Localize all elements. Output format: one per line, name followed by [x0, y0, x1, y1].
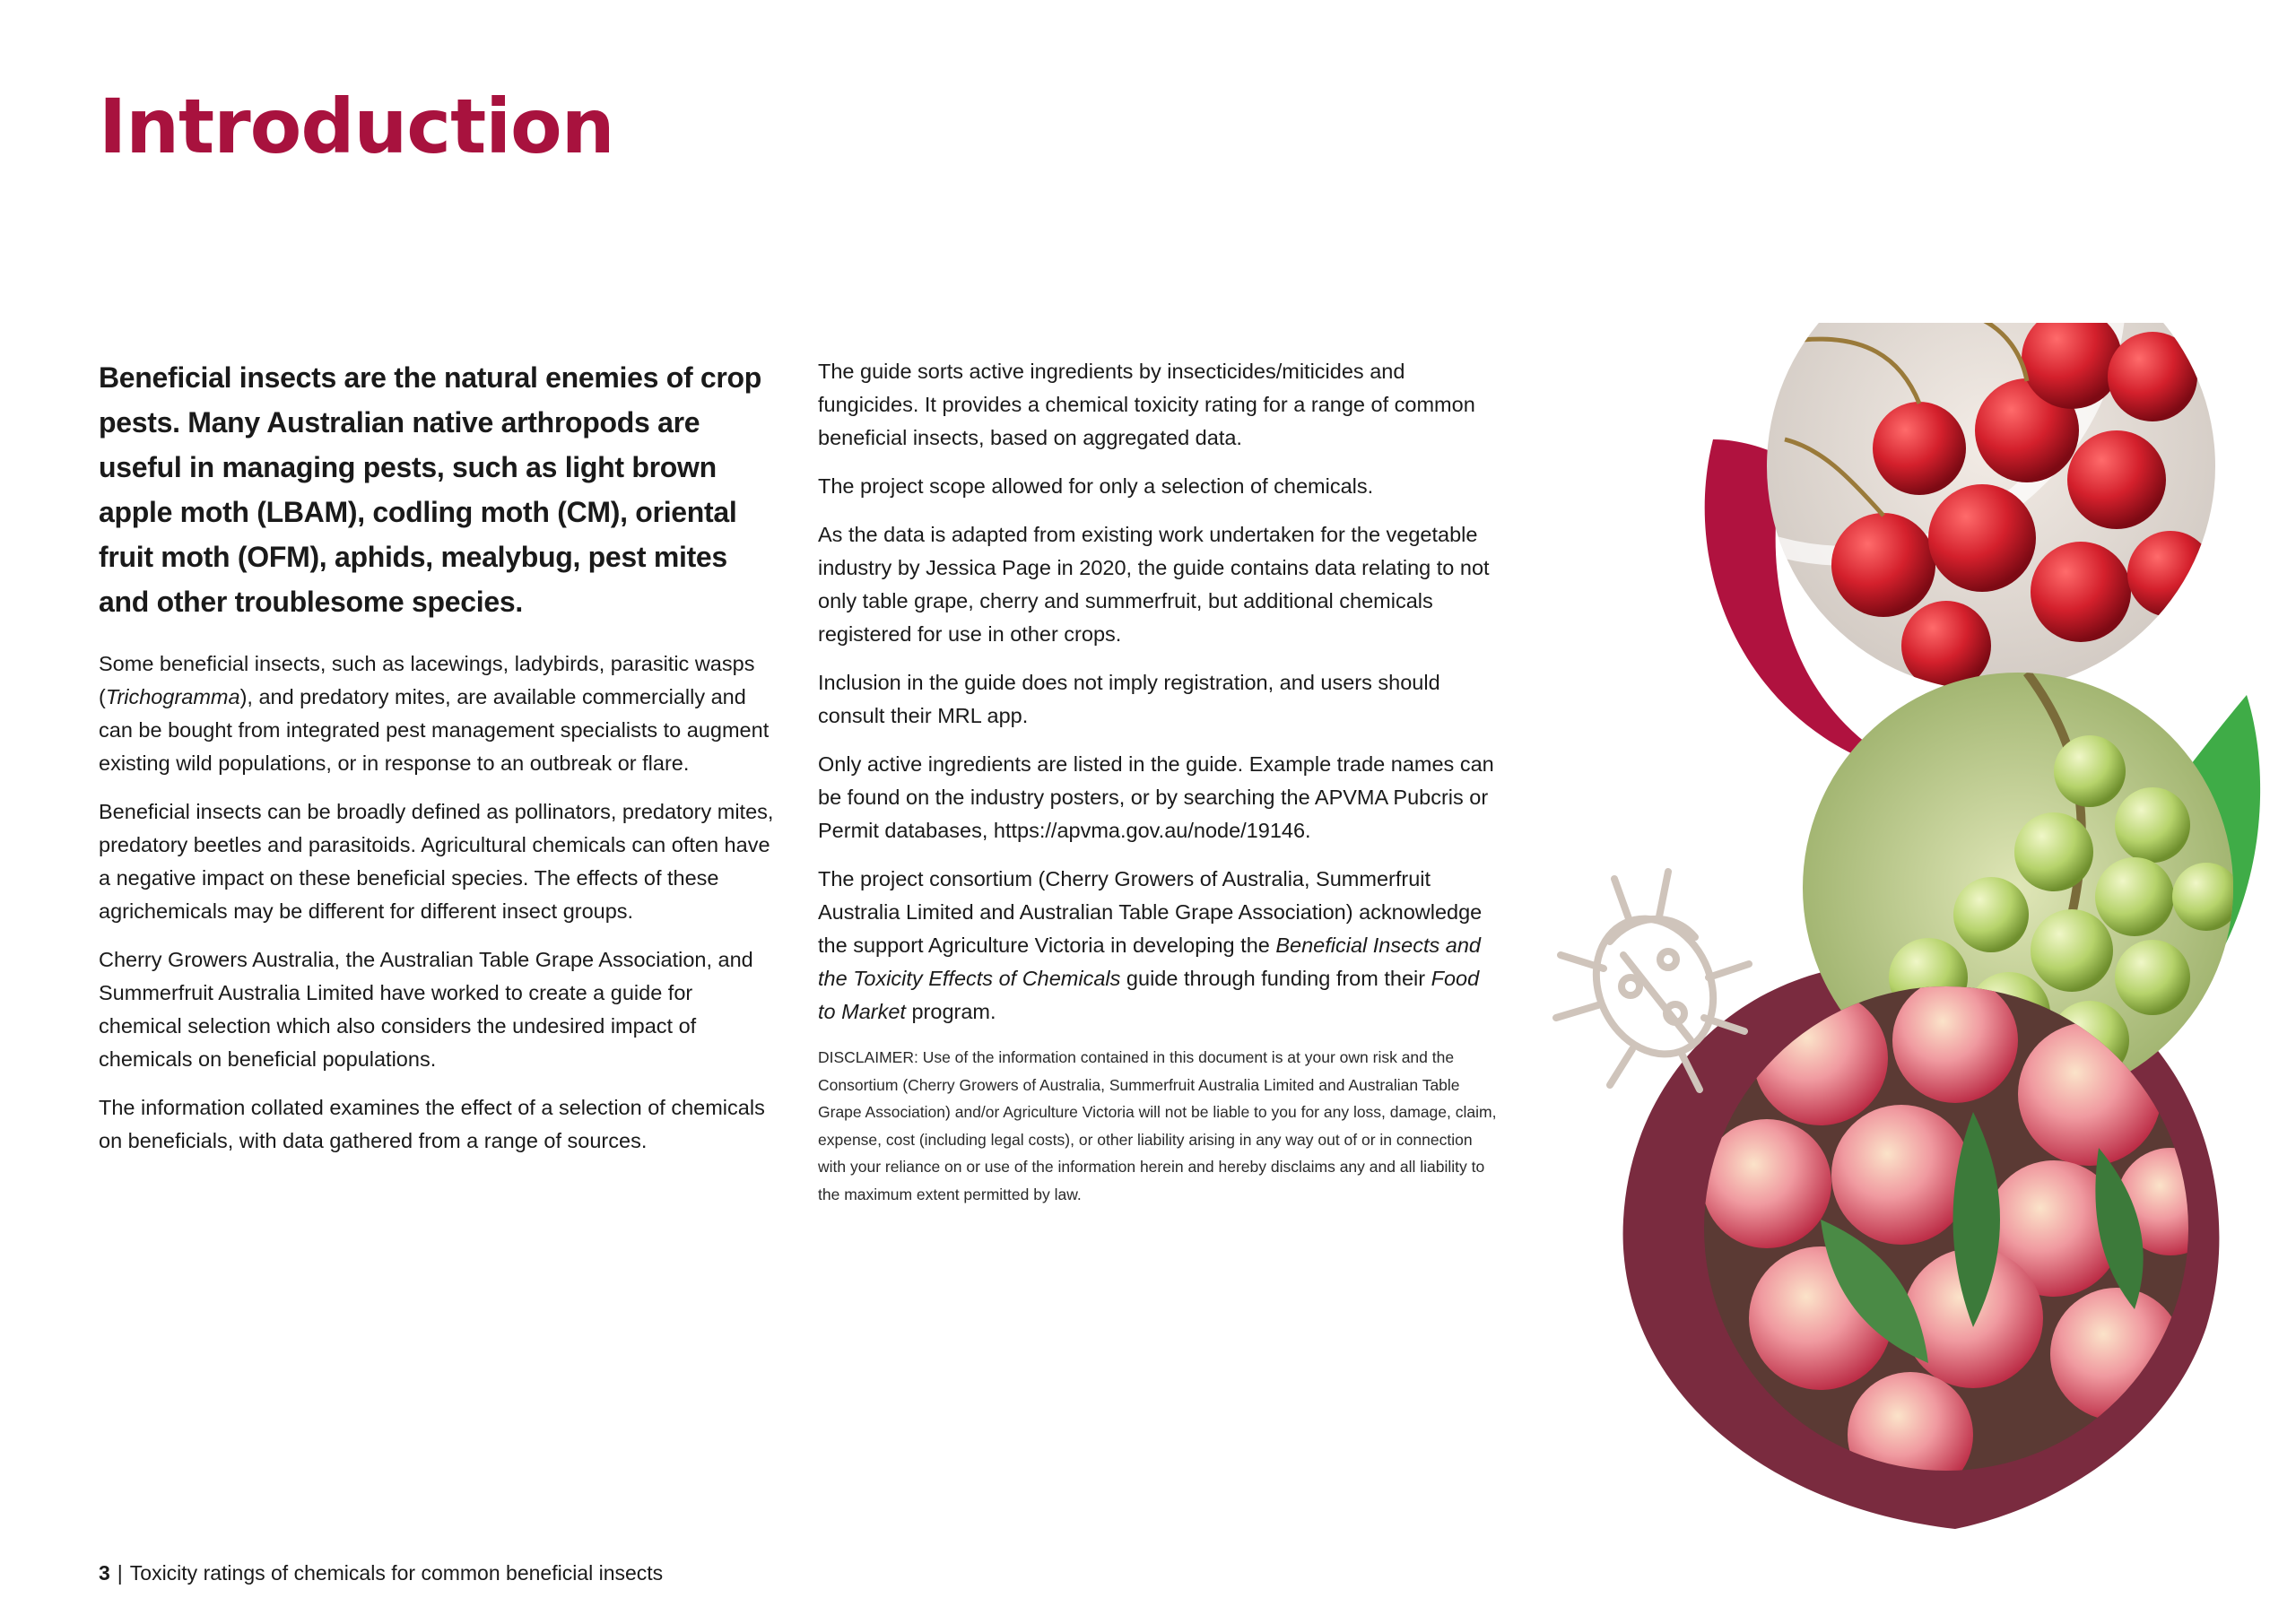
page-number: 3: [99, 1561, 110, 1585]
lead-paragraph: Beneficial insects are the natural enemies of crop pests. Many Australian native arthropods are useful in managing pests, such as light brown apple moth (LBAM), codling moth (CM), oriental fruit moth (OFM), aphids, mealybug, pest mites and other troublesome species.: [99, 361, 762, 618]
page-footer: [99, 1561, 663, 1585]
text-span: Some beneficial insects, such as lacewings, ladybirds, parasitic wasps (: [99, 652, 755, 708]
cherry-image: [1578, 323, 2224, 699]
paragraph-definition: Beneficial insects can be broadly defined as pollinators, predatory mites, predatory beetles and parasitoids. Agricultural chemicals can often have a negative impact on these beneficial species. The effects of these agrichemicals may be different for different insect groups.: [99, 800, 774, 923]
text-span: ), and predatory mites, are available commercially and can be bought from integrated pest management specialists to augment existing wild populations, or in response to an outbreak or flare.: [99, 685, 770, 775]
text-span: guide through funding from their: [1120, 967, 1431, 990]
paragraph-information-collated: The information collated examines the effect of a selection of chemicals on beneficials, with data gathered from a range of sources.: [99, 1096, 765, 1152]
fruit-illustration: [1525, 323, 2296, 1542]
paragraph-data-source: As the data is adapted from existing work undertaken for the vegetable industry by Jessica Page in 2020, the guide contains data relating to not only table grape, cherry and summerfruit, but additional chemicals registered for use in other crops.: [818, 523, 1490, 646]
text-span: program.: [905, 1000, 996, 1023]
footer-separator: |: [117, 1561, 123, 1585]
paragraph-consortium-guide: Cherry Growers Australia, the Australian Table Grape Association, and Summerfruit Australia Limited have worked to create a guide for chemical selection which also considers the undesired impact of chemicals on beneficial populations.: [99, 948, 753, 1071]
left-column: [99, 355, 780, 1173]
disclaimer-text: DISCLAIMER: Use of the information contained in this document is at your own risk and the Consortium (Cherry Growers of Australia, Summerfruit Australia Limited and Australian Table Grape Association) and/or Agriculture Victoria will not be liable to you for any loss, damage, claim, expense, cost (including legal costs), or other liability arising in any way out of or in connection with your reliance on or use of the information herein and hereby disclaims any and all liability to the maximum extent permitted by law.: [818, 1048, 1497, 1203]
italic-guide-title: Beneficial Insects and the Toxicity Effects of Chemicals: [818, 934, 1481, 990]
right-column: [818, 355, 1500, 1208]
italic-program-name: Food to Market: [818, 967, 1480, 1023]
paragraph-commercial-availability: [99, 647, 780, 780]
paragraph-active-ingredients: Only active ingredients are listed in the guide. Example trade names can be found on the industry posters, or by searching the APVMA Pubcris or Permit databases, https://apvma.gov.au/node/19146.: [818, 752, 1494, 842]
paragraph-registration: Inclusion in the guide does not imply registration, and users should consult their MRL app.: [818, 671, 1440, 727]
paragraph-scope: The project scope allowed for only a selection of chemicals.: [818, 474, 1374, 498]
footer-title: Toxicity ratings of chemicals for common beneficial insects: [129, 1561, 664, 1585]
paragraph-guide-sorting: The guide sorts active ingredients by insecticides/miticides and fungicides. It provides a chemical toxicity rating for a range of common beneficial insects, based on aggregated data.: [818, 360, 1475, 449]
fruit-collage: [1525, 323, 2296, 1542]
text-span: The project consortium (Cherry Growers of Australia, Summerfruit Australia Limited and Australian Table Grape Association) acknowledge the support Agriculture Victoria in developing the: [818, 867, 1483, 957]
paragraph-acknowledgement: [818, 863, 1500, 1029]
page-title: Introduction: [99, 83, 614, 170]
italic-term: Trichogramma: [105, 685, 240, 708]
